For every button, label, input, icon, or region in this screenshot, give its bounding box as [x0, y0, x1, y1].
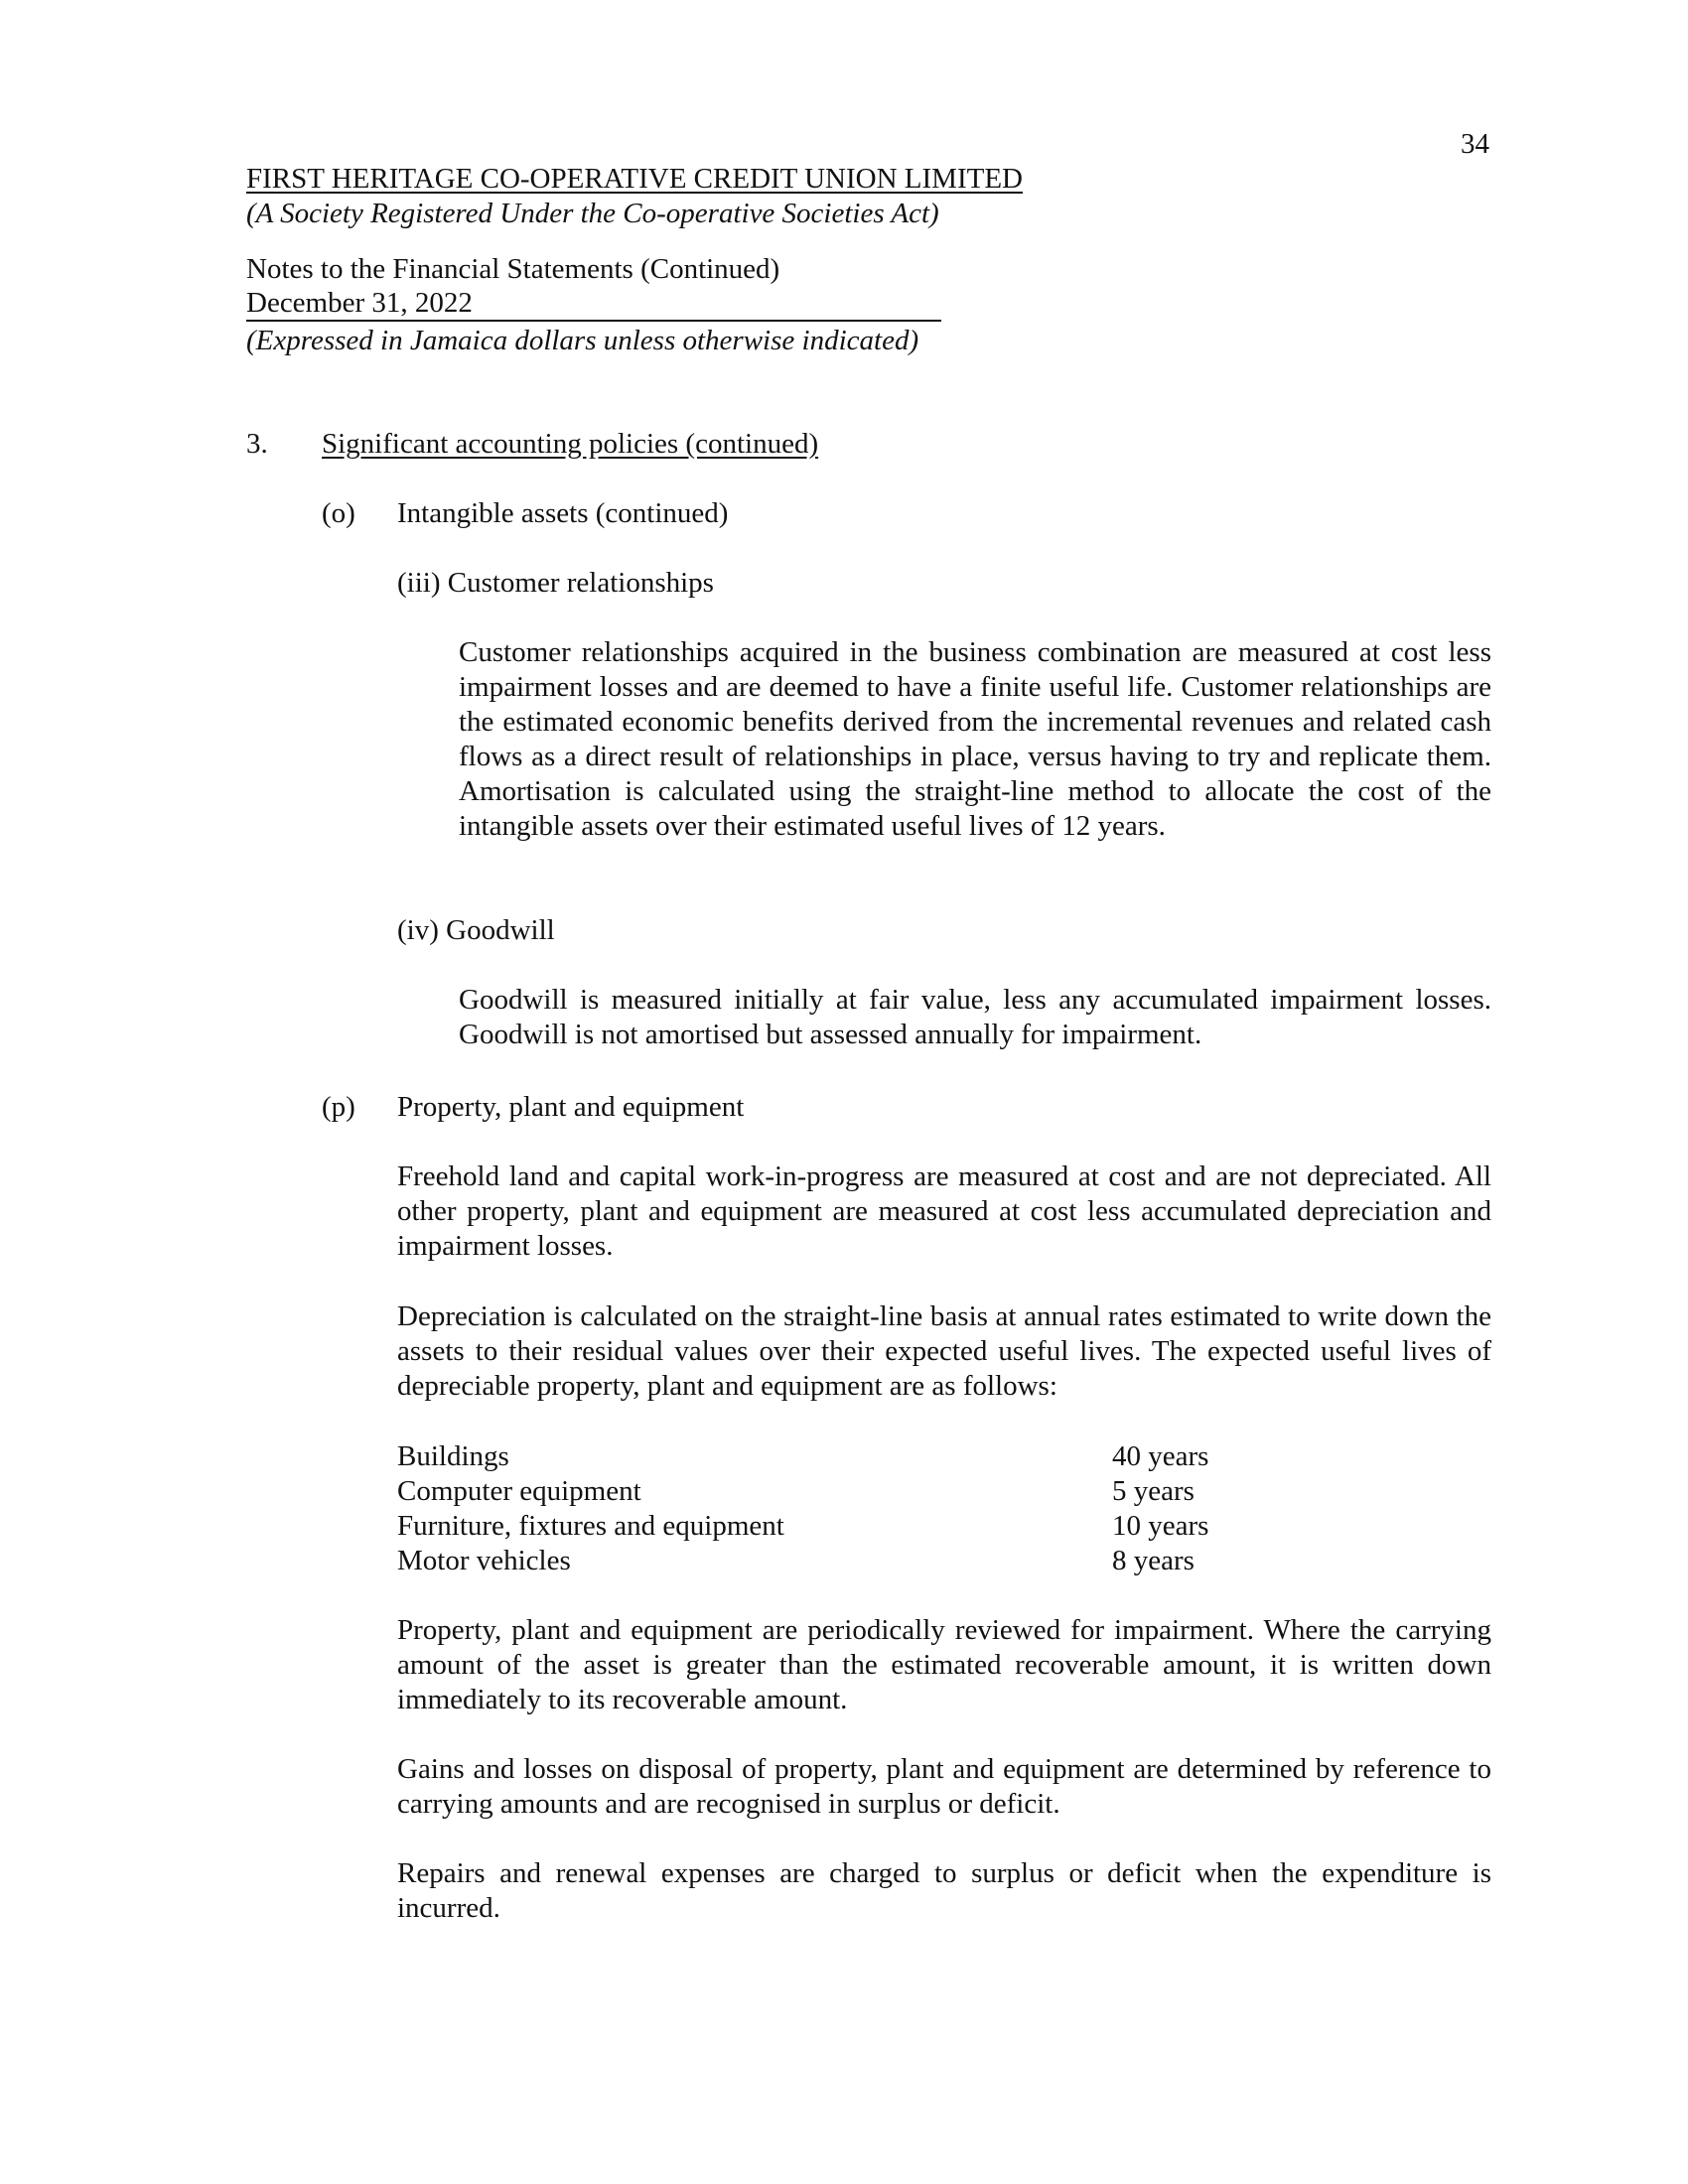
item-iv-title: (iv) Goodwill [397, 914, 555, 946]
section-number: 3. [246, 428, 268, 460]
subsection-o-title: Intangible assets (continued) [397, 497, 729, 529]
asset-class: Motor vehicles [397, 1545, 571, 1576]
asset-class: Furniture, fixtures and equipment [397, 1510, 784, 1542]
useful-lives-row [397, 1544, 1251, 1578]
item-iii-title: (iii) Customer relationships [397, 567, 714, 599]
currency-note: (Expressed in Jamaica dollars unless otherwise indicated) [246, 325, 919, 356]
useful-life: 5 years [1112, 1475, 1195, 1507]
section-title: Significant accounting policies (continued) [322, 428, 819, 460]
ppe-paragraph-1: Freehold land and capital work-in-progress are measured at cost and are not depreciated. All other property, plant and equipment are measured at cost less accumulated depreciation and impairment losses. [397, 1160, 1491, 1262]
subsection-p-letter: (p) [322, 1091, 355, 1123]
useful-life: 40 years [1112, 1440, 1209, 1472]
useful-lives-row [397, 1474, 1251, 1509]
useful-life: 8 years [1112, 1545, 1195, 1576]
item-iv-paragraph: Goodwill is measured initially at fair value, less any accumulated impairment losses. Goodwill is not amortised but assessed annually for impairment. [459, 984, 1491, 1050]
ppe-paragraph-2: Depreciation is calculated on the straight-line basis at annual rates estimated to write down the assets to their residual values over their expected useful lives. The expected useful lives of depreciable property, plant and equipment are as follows: [397, 1300, 1491, 1402]
subsection-o-letter: (o) [322, 497, 355, 529]
asset-class: Computer equipment [397, 1475, 641, 1507]
asset-class: Buildings [397, 1440, 509, 1472]
organization-subtitle: (A Society Registered Under the Co-operative Societies Act) [246, 198, 939, 229]
useful-lives-row [397, 1439, 1251, 1474]
useful-life: 10 years [1112, 1510, 1209, 1542]
organization-name: FIRST HERITAGE CO-OPERATIVE CREDIT UNION LIMITED [246, 163, 1023, 195]
ppe-paragraph-4: Gains and losses on disposal of property, plant and equipment are determined by reference to carrying amounts and are recognised in surplus or deficit. [397, 1753, 1491, 1820]
subsection-p-title: Property, plant and equipment [397, 1091, 745, 1123]
ppe-paragraph-5: Repairs and renewal expenses are charged to surplus or deficit when the expenditure is incurred. [397, 1857, 1491, 1924]
item-iii-paragraph: Customer relationships acquired in the business combination are measured at cost less impairment losses and are deemed to have a finite useful life. Customer relationships are the estimated economic benefits derived from the incremental revenues and related cash flows as a direct result of relationships in place, versus having to try and replicate them. Amortisation is calculated using the straight-line method to allocate the cost of the intangible assets over their estimated useful lives of 12 years. [459, 636, 1491, 842]
useful-lives-table [397, 1439, 1251, 1578]
ppe-paragraph-3: Property, plant and equipment are periodically reviewed for impairment. Where the carrying amount of the asset is greater than the estimated recoverable amount, it is written down immediately to its recoverable amount. [397, 1614, 1491, 1715]
statement-date: December 31, 2022 [246, 287, 941, 322]
useful-lives-row [397, 1509, 1251, 1544]
page-number: 34 [1461, 128, 1489, 160]
notes-title: Notes to the Financial Statements (Continued) [246, 253, 780, 285]
